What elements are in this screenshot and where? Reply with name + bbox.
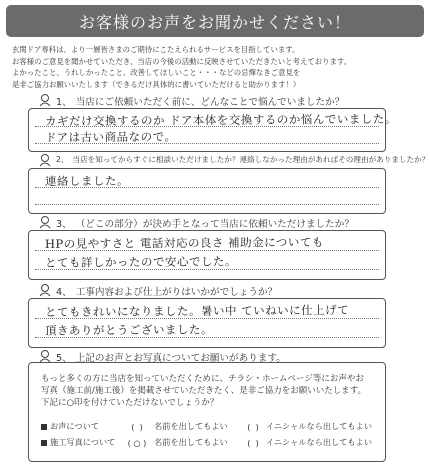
answer-line: 頂きありがとうございました。 [44, 322, 214, 338]
consent-option: イニシャルなら出してもよい [266, 437, 372, 447]
question-1 [56, 94, 344, 108]
consent-row-photo [41, 437, 372, 448]
consent-line: 写真（施工前/施工後）を掲載させていただきたく、是非ご協力をお願いいたします。 [41, 386, 367, 396]
bullet-square-icon [41, 424, 47, 430]
question-text: （どこの部分）が決め手となって当店に依頼いただけましたか？ [75, 219, 354, 230]
answer-box-1 [28, 108, 397, 152]
question-4 [56, 284, 277, 298]
consent-option: イニシャルなら出してもよい [266, 421, 372, 431]
answer-box-2 [28, 168, 386, 214]
consent-option: 名前を出してもよい [154, 421, 228, 431]
consent-line: 下記に○印を付けていただけないでしょうか？ [41, 398, 219, 408]
answer-box-4 [28, 298, 386, 348]
answer-line: とても詳しかったので安心でした。 [44, 254, 238, 270]
answer-line: とてもきれいになりました。暑い中 ていねいに仕上げて [44, 302, 350, 320]
question-text: 当店にご依頼いただく前に、どんなことで悩んでいましたか？ [75, 97, 345, 108]
answer-box-3 [28, 230, 386, 280]
answer-line: HPの見やすさと 電話対応の良さ 補助金についても [44, 235, 324, 251]
consent-row-voice [41, 421, 372, 432]
question-text: 上記のお声とお写真についてお願いがあります。 [75, 353, 286, 364]
choice-paren[interactable]: ( ) [247, 437, 259, 448]
choice-paren[interactable]: ( ○ ) [127, 437, 147, 448]
consent-label: お声について [50, 421, 99, 431]
intro-text [12, 44, 422, 90]
intro-line: お客様のご意見を聞かせていただき、当店の今後の活動に反映させていただきたいと考えております。 [12, 56, 352, 66]
choice-paren[interactable]: ( ) [247, 421, 259, 432]
intro-line: 是非ご協力お願いいたします（できるだけ具体的に書いていただけると助かります！） [12, 79, 301, 89]
intro-line: 玄関ドア専科は、より一層皆さまのご期待にこたえられるサービスを目指しています。 [12, 45, 300, 54]
consent-box [28, 362, 386, 462]
person-icon [38, 153, 52, 167]
person-icon [38, 215, 52, 229]
question-number: 5、 [56, 353, 72, 364]
question-2 [56, 154, 429, 165]
page-title [6, 5, 424, 37]
person-icon [38, 93, 52, 107]
answer-line: 連絡しました。 [44, 173, 130, 189]
question-number: 3、 [56, 219, 72, 230]
intro-line: よかったこと、うれしかったこと、改善してほしいこと・・・などの忌憚なきご意見を [12, 68, 301, 77]
consent-label: 施工写真について [50, 437, 116, 447]
answer-line: ドアは古い商品なので。 [44, 129, 177, 145]
consent-line: もっと多くの方に当店を知っていただくために、チラシ・ホームページ等にお声やお [41, 374, 364, 384]
question-text: 工事内容および仕上がりはいかがでしょうか？ [75, 287, 278, 298]
choice-paren[interactable]: ( ) [131, 421, 143, 432]
answer-line: カギだけ交換するのか ドア本体を交換するのか悩んでいました。 [44, 111, 397, 129]
consent-option: 名前を出してもよい [154, 437, 228, 447]
page-title-text: お客様のお声をお聞かせください！ [78, 12, 351, 32]
person-icon [38, 283, 52, 297]
question-3 [56, 216, 354, 230]
question-number: 2、 [56, 155, 69, 164]
choice-mark: ○ [133, 437, 141, 448]
question-number: 1、 [56, 97, 72, 108]
question-text: 当店を知ってからすぐに相談いただけましたか？連絡しなかった理由があればその理由がありましたか？ [72, 155, 430, 164]
bullet-square-icon [41, 440, 47, 446]
consent-text [41, 373, 366, 409]
question-number: 4、 [56, 287, 72, 298]
person-icon [38, 349, 52, 363]
